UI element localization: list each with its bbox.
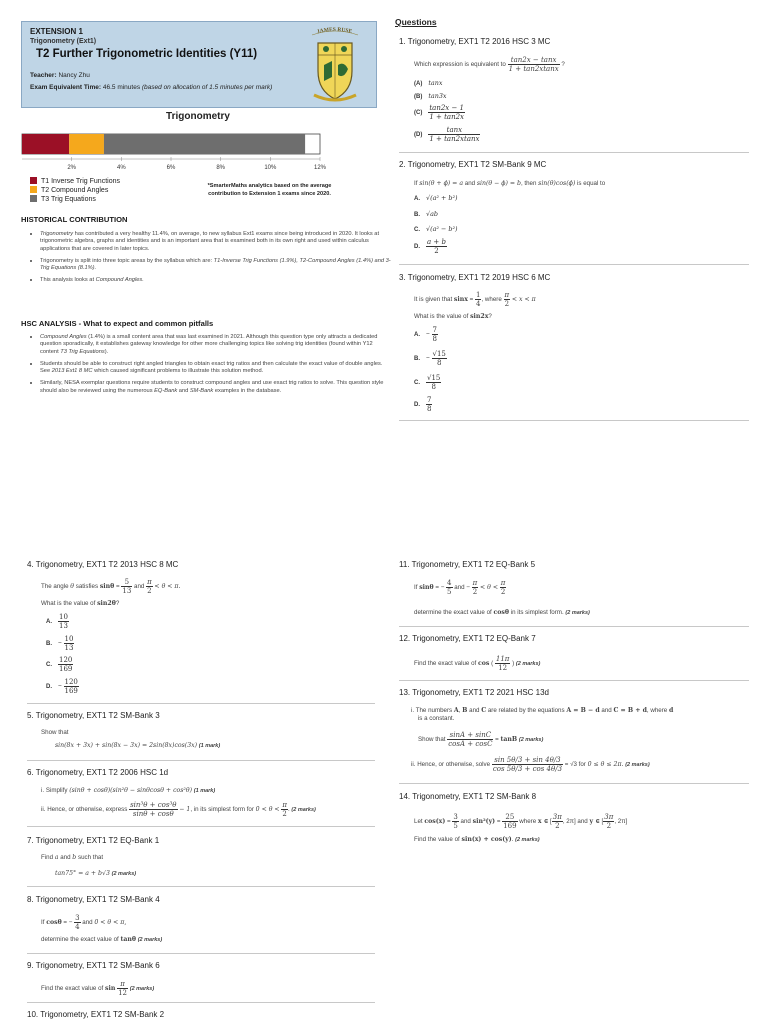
list-item: • This analysis looks at Compound Angles. xyxy=(40,276,392,284)
historical-list xyxy=(21,230,392,289)
option-c: C. $\frac{√15}{8}$ xyxy=(414,374,441,391)
hsc-analysis-list xyxy=(21,333,392,399)
option-d: D. − $\frac{120}{169}$ xyxy=(46,678,78,695)
legend-item-t1: T1 Inverse Trig Functions xyxy=(30,177,120,185)
option-c: C. $\frac{120}{169}$ xyxy=(46,656,73,673)
option-a: A. $\frac{10}{13}$ xyxy=(46,613,68,630)
option-b: B. √ab xyxy=(414,210,438,218)
course-label: EXTENSION 1 xyxy=(30,27,83,36)
option-d: D. $\frac{7}{8}$ xyxy=(414,396,432,413)
divider xyxy=(399,783,749,784)
historical-heading: HISTORICAL CONTRIBUTION xyxy=(21,215,128,224)
list-item: • Compound Angles (1.4%) is a small content area that was last examined in 2021. Although this question type only attracts a dedicated question sporadically, it establishes gateway knowledge for other more challenging topics like solving trig identities (found within Y12 content T3 Trig Equations). xyxy=(40,333,392,356)
option-c: (C) $\frac{\tan 2x - 1}{1 + \tan 2x}$ xyxy=(414,104,465,121)
x-tick-label: 4% xyxy=(116,165,126,171)
question-8-ask: determine the exact value of tanθ (2 marks) xyxy=(41,936,163,943)
question-13-title: 13. Trigonometry, EXT1 T2 2021 HSC 13d xyxy=(399,688,550,697)
question-9-title: 9. Trigonometry, EXT1 T2 SM-Bank 6 xyxy=(27,961,160,970)
option-c: C. √(a² − b²) xyxy=(414,225,458,233)
question-11-ask: determine the exact value of cosθ in its simplest form. (2 marks) xyxy=(414,609,590,616)
question-13-show: Show that $\frac{\sin A + \sin C}{\cos A + \cos C}$ = tanB (2 marks) xyxy=(418,731,544,748)
svg-text:JAMES RUSE: JAMES RUSE xyxy=(316,26,353,36)
question-11-stem: If sinθ = − $\frac{4}{5}$ and − $\frac{\pi}{2}$ < θ < $\frac{\pi}{2}$ xyxy=(414,579,506,596)
stacked-bar-chart xyxy=(20,128,330,173)
question-6-part-i: i. Simplify (sinθ + cosθ)(sin²θ − sinθcosθ + cos²θ) (1 mark) xyxy=(41,787,216,794)
divider xyxy=(399,264,749,265)
question-10-title: 10. Trigonometry, EXT1 T2 SM-Bank 2 xyxy=(27,1010,165,1019)
question-13-part-i: i. The numbers A, B and C are related by the equations A = B − d and C = B + d, where d is a constant. xyxy=(411,707,674,722)
questions-heading: Questions xyxy=(395,17,437,27)
school-crest-icon xyxy=(304,25,366,105)
x-tick-label: 8% xyxy=(216,165,226,171)
option-d: D. $\frac{a + b}{2}$ xyxy=(414,238,446,255)
topic-label: Trigonometry (Ext1) xyxy=(30,38,97,45)
teacher-line: Teacher: Nancy Zhu xyxy=(30,72,90,79)
question-5-equation: sin(8x + 3x) + sin(8x − 3x) = 2sin(8x)cos(3x) (1 mark) xyxy=(55,742,221,749)
option-a: (A) tanx xyxy=(414,79,443,87)
header-card xyxy=(21,21,377,108)
question-8-stem: If cosθ = − $\frac{3}{4}$ and 0 < θ < π, xyxy=(41,914,127,931)
question-5-stem: Show that xyxy=(41,729,69,736)
x-tick-label: 10% xyxy=(264,165,277,171)
question-4-ask: What is the value of sin2θ? xyxy=(41,600,120,607)
exam-time-line: Exam Equivalent Time: 46.5 minutes (based on allocation of 1.5 minutes per mark) xyxy=(30,84,273,91)
question-7-stem: Find a and b such that xyxy=(41,854,104,861)
question-7-title: 7. Trigonometry, EXT1 T2 EQ-Bank 1 xyxy=(27,836,160,845)
option-b: (B) tan3x xyxy=(414,92,447,100)
bar-segment-t3 xyxy=(104,134,305,154)
question-9-stem: Find the exact value of sin $\frac{\pi}{12}$ (2 marks) xyxy=(41,980,155,997)
question-14-ask: Find the value of sin(x) + cos(y). (2 marks) xyxy=(414,836,540,843)
option-b: B. − $\frac{10}{13}$ xyxy=(46,635,74,652)
question-4-title: 4. Trigonometry, EXT1 T2 2013 HSC 8 MC xyxy=(27,560,179,569)
question-14-stem: Let cos(x) = $\frac{3}{5}$ and sin²(y) = $\frac{25}{169}$ where x ∈ [ $\frac{3\pi}{2}$ , 2π] and y ∈ [ $\frac{3\pi}{2}$ , 2π] xyxy=(414,813,628,830)
legend-item-t2: T2 Compound Angles xyxy=(30,186,108,194)
question-3-stem: It is given that sinx = $\frac{1}{4}$ , where $\frac{\pi}{2}$ < x < π xyxy=(414,291,536,308)
divider xyxy=(399,680,749,681)
question-5-title: 5. Trigonometry, EXT1 T2 SM-Bank 3 xyxy=(27,711,160,720)
list-item: • Students should be able to construct right angled triangles to obtain exact trig ratios and then calculate the exact value of double angles. See 2013 Ext1 8 MC which caused significant problems to illustrate this solution method. xyxy=(40,360,392,376)
question-2-title: 2. Trigonometry, EXT1 T2 SM-Bank 9 MC xyxy=(399,160,547,169)
list-item: • Trigonometry is split into three topic areas by the syllabus which are: T1-Inverse Trig Functions (1.9%), T2-Compound Angles (1.4%) and 3-Trig Equations (8.1%). xyxy=(40,257,392,273)
question-3-ask: What is the value of sin2x? xyxy=(414,313,492,320)
question-1-title: 1. Trigonometry, EXT1 T2 2016 HSC 3 MC xyxy=(399,37,551,46)
question-11-title: 11. Trigonometry, EXT1 T2 EQ-Bank 5 xyxy=(399,560,536,569)
bar-segment-t1 xyxy=(22,134,69,154)
divider xyxy=(399,626,749,627)
question-1-stem: Which expression is equivalent to $\frac{\tan 2x - \tan x}{1 + \tan 2xtanx}$ ? xyxy=(414,56,565,73)
question-8-title: 8. Trigonometry, EXT1 T2 SM-Bank 4 xyxy=(27,895,160,904)
x-tick-label: 2% xyxy=(67,165,77,171)
list-item: • Similarly, NESA exemplar questions require students to construct compound angles and use exact trig ratios to solve. This question style should also be reviewed using the numerous EQ-Bank and SM-Bank examples in the database. xyxy=(40,379,392,395)
divider xyxy=(27,1002,375,1003)
option-d: (D) $\frac{\tan x}{1 + \tan 2xtanx}$ xyxy=(414,126,480,143)
divider xyxy=(27,826,375,827)
legend-swatch xyxy=(30,186,37,193)
question-2-stem: If sin(θ + ϕ) = a and sin(θ − ϕ) = b, then sin(θ)cos(ϕ) is equal to xyxy=(414,180,606,187)
hsc-analysis-heading: HSC ANALYSIS - What to expect and common pitfalls xyxy=(21,319,214,328)
divider xyxy=(27,760,375,761)
x-tick-label: 12% xyxy=(313,165,327,171)
divider xyxy=(399,152,749,153)
question-3-title: 3. Trigonometry, EXT1 T2 2019 HSC 6 MC xyxy=(399,273,551,282)
legend-swatch xyxy=(30,195,37,202)
analytics-note: *SmarterMaths analytics based on the average contribution to Extension 1 exams since 2020. xyxy=(207,183,332,197)
question-12-title: 12. Trigonometry, EXT1 T2 EQ-Bank 7 xyxy=(399,634,536,643)
x-tick-label: 6% xyxy=(166,165,176,171)
divider xyxy=(27,886,375,887)
page-title: T2 Further Trigonometric Identities (Y11) xyxy=(36,48,258,60)
question-14-title: 14. Trigonometry, EXT1 T2 SM-Bank 8 xyxy=(399,792,537,801)
legend-swatch xyxy=(30,177,37,184)
option-a: A. − $\frac{7}{8}$ xyxy=(414,326,437,343)
option-a: A. √(a² + b²) xyxy=(414,194,458,202)
divider xyxy=(399,420,749,421)
divider xyxy=(27,703,375,704)
question-12-stem: Find the exact value of cos ( $\frac{11\pi}{12}$ ) (2 marks) xyxy=(414,655,541,672)
chart-title: Trigonometry xyxy=(166,111,230,122)
divider xyxy=(27,953,375,954)
option-b: B. − $\frac{√15}{8}$ xyxy=(414,350,446,367)
question-7-equation: tan75° = a + b√3 (2 marks) xyxy=(55,870,137,877)
question-6-title: 6. Trigonometry, EXT1 T2 2006 HSC 1d xyxy=(27,768,169,777)
bar-segment-t2 xyxy=(69,134,104,154)
legend-item-t3: T3 Trig Equations xyxy=(30,195,96,203)
list-item: • Trigonometry has contributed a very healthy 11.4%, on average, to new syllabus Ext1 exams since being introduced in 2020. It looks at trigonometric algebra, graphs and identities and is an important area that is examined both in its own right and used within calculus applications that are covered in later topics. xyxy=(40,230,392,253)
question-13-part-ii: ii. Hence, or otherwise, solve $\frac{\sin 5\theta/3 + \sin 4\theta/3}{\cos 5\theta/3 + \cos 4\theta/3}$ = √3 for 0 ≤ θ ≤ 2π. (2 marks) xyxy=(411,756,650,773)
question-4-stem: The angle θ satisfies sinθ = $\frac{5}{13}$ and $\frac{\pi}{2}$ < θ < π. xyxy=(41,578,181,595)
question-6-part-ii: ii. Hence, or otherwise, express $\frac{\text{sin³θ + cos³θ}}{\sin\theta + \cos\theta}$ − 1, in its simplest form for 0 < θ < $\frac{\pi}{2}$ . (2 marks) xyxy=(41,801,316,818)
